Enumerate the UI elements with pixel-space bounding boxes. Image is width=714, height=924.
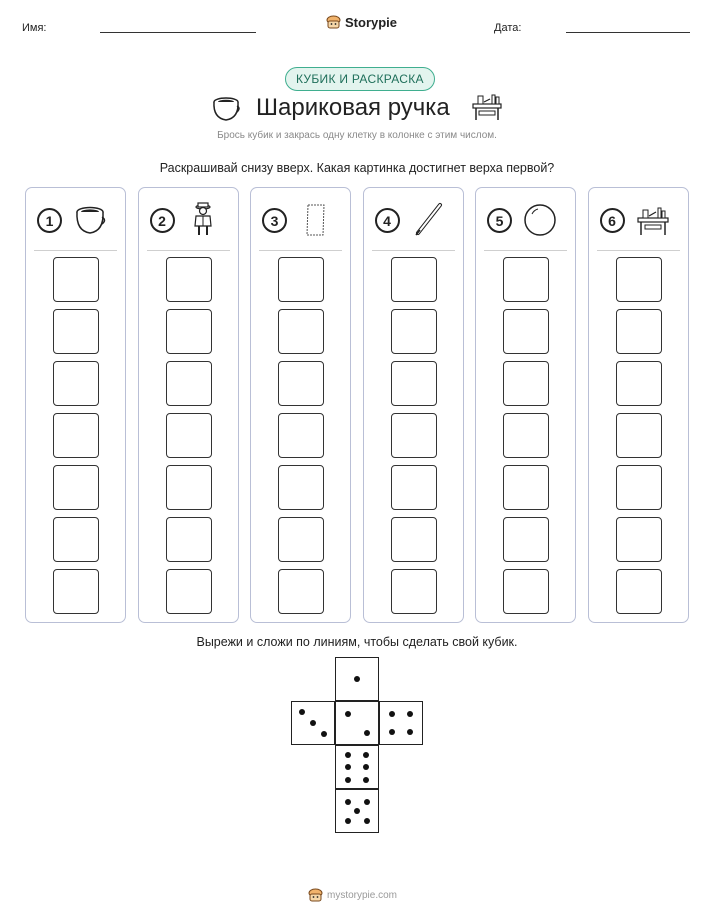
column-6 [588,187,689,623]
pot-icon [210,92,242,124]
category-badge: КУБИК И РАСКРАСКА [285,67,435,91]
color-cell[interactable] [278,569,324,614]
color-cell[interactable] [503,517,549,562]
color-cell[interactable] [503,257,549,302]
die-pip [354,676,360,682]
die-face-3 [291,701,335,745]
color-cell[interactable] [503,569,549,614]
die-pip [354,808,360,814]
color-cell[interactable] [391,465,437,510]
circle-icon [522,202,558,238]
die-pip [345,764,351,770]
color-cell[interactable] [166,309,212,354]
column-divider [147,250,230,251]
color-cell[interactable] [616,465,662,510]
color-cell[interactable] [391,569,437,614]
color-cell[interactable] [616,257,662,302]
die-face-4 [379,701,423,745]
color-cell[interactable] [391,413,437,458]
die-face-2 [335,701,379,745]
column-divider [372,250,455,251]
color-cell[interactable] [278,257,324,302]
color-cell[interactable] [53,413,99,458]
die-pip [363,777,369,783]
color-cell[interactable] [503,413,549,458]
paper-icon [297,202,333,238]
column-divider [597,250,680,251]
color-cell[interactable] [53,361,99,406]
color-cell[interactable] [53,517,99,562]
color-cell[interactable] [503,465,549,510]
die-pip [310,720,316,726]
date-label: Дата: [494,22,522,34]
pot-icon [72,202,108,238]
name-line[interactable] [100,32,256,33]
die-face-5 [335,789,379,833]
column-divider [259,250,342,251]
color-cell[interactable] [391,309,437,354]
die-pip [389,711,395,717]
column-number: 1 [37,208,62,233]
column-number: 4 [375,208,400,233]
die-pip [345,752,351,758]
color-cell[interactable] [278,517,324,562]
color-cell[interactable] [616,361,662,406]
color-cell[interactable] [391,257,437,302]
pie-icon [326,14,341,30]
die-face-6 [335,745,379,789]
brand-name: Storypie [345,14,398,30]
color-cell[interactable] [166,569,212,614]
color-cell[interactable] [278,309,324,354]
die-pip [364,799,370,805]
color-cell[interactable] [166,517,212,562]
color-cell[interactable] [166,361,212,406]
workbench-icon [470,90,504,122]
pie-icon [308,887,323,903]
die-pip [364,730,370,736]
man-icon [185,202,221,238]
color-cell[interactable] [278,413,324,458]
game-instruction: Раскрашивай снизу вверх. Какая картинка достигнет верха первой? [159,161,555,175]
pen-icon [410,202,446,238]
color-cell[interactable] [278,361,324,406]
column-divider [484,250,567,251]
name-label: Имя: [22,22,47,34]
color-cell[interactable] [166,465,212,510]
die-pip [363,764,369,770]
color-cell[interactable] [503,361,549,406]
column-5 [475,187,576,623]
color-cell[interactable] [616,569,662,614]
color-cell[interactable] [391,517,437,562]
die-pip [389,729,395,735]
color-cell[interactable] [53,465,99,510]
column-number: 5 [487,208,512,233]
column-number: 3 [262,208,287,233]
color-cell[interactable] [503,309,549,354]
color-cell[interactable] [53,257,99,302]
die-pip [407,711,413,717]
color-cell[interactable] [166,257,212,302]
die-face-1 [335,657,379,701]
column-1 [25,187,126,623]
die-pip [321,731,327,737]
cut-instruction: Вырежи и сложи по линиям, чтобы сделать свой кубик. [196,635,518,649]
page-subtitle: Брось кубик и закрась одну клетку в колонке с этим числом. [217,130,497,141]
color-cell[interactable] [616,517,662,562]
die-pip [407,729,413,735]
die-pip [345,818,351,824]
die-pip [299,709,305,715]
column-2 [138,187,239,623]
die-pip [345,711,351,717]
column-3 [250,187,351,623]
color-cell[interactable] [53,309,99,354]
color-cell[interactable] [391,361,437,406]
column-4 [363,187,464,623]
color-cell[interactable] [278,465,324,510]
column-number: 2 [150,208,175,233]
die-pip [345,777,351,783]
date-line[interactable] [566,32,690,33]
die-pip [364,818,370,824]
brand-logo [326,14,397,30]
footer-url: mystorypie.com [327,889,398,901]
color-cell[interactable] [53,569,99,614]
workbench-icon [635,202,671,238]
column-divider [34,250,117,251]
footer [308,887,397,903]
die-pip [345,799,351,805]
color-cell[interactable] [616,309,662,354]
color-cell[interactable] [616,413,662,458]
column-number: 6 [600,208,625,233]
color-cell[interactable] [166,413,212,458]
page-title: Шариковая ручка [256,94,450,121]
die-pip [363,752,369,758]
